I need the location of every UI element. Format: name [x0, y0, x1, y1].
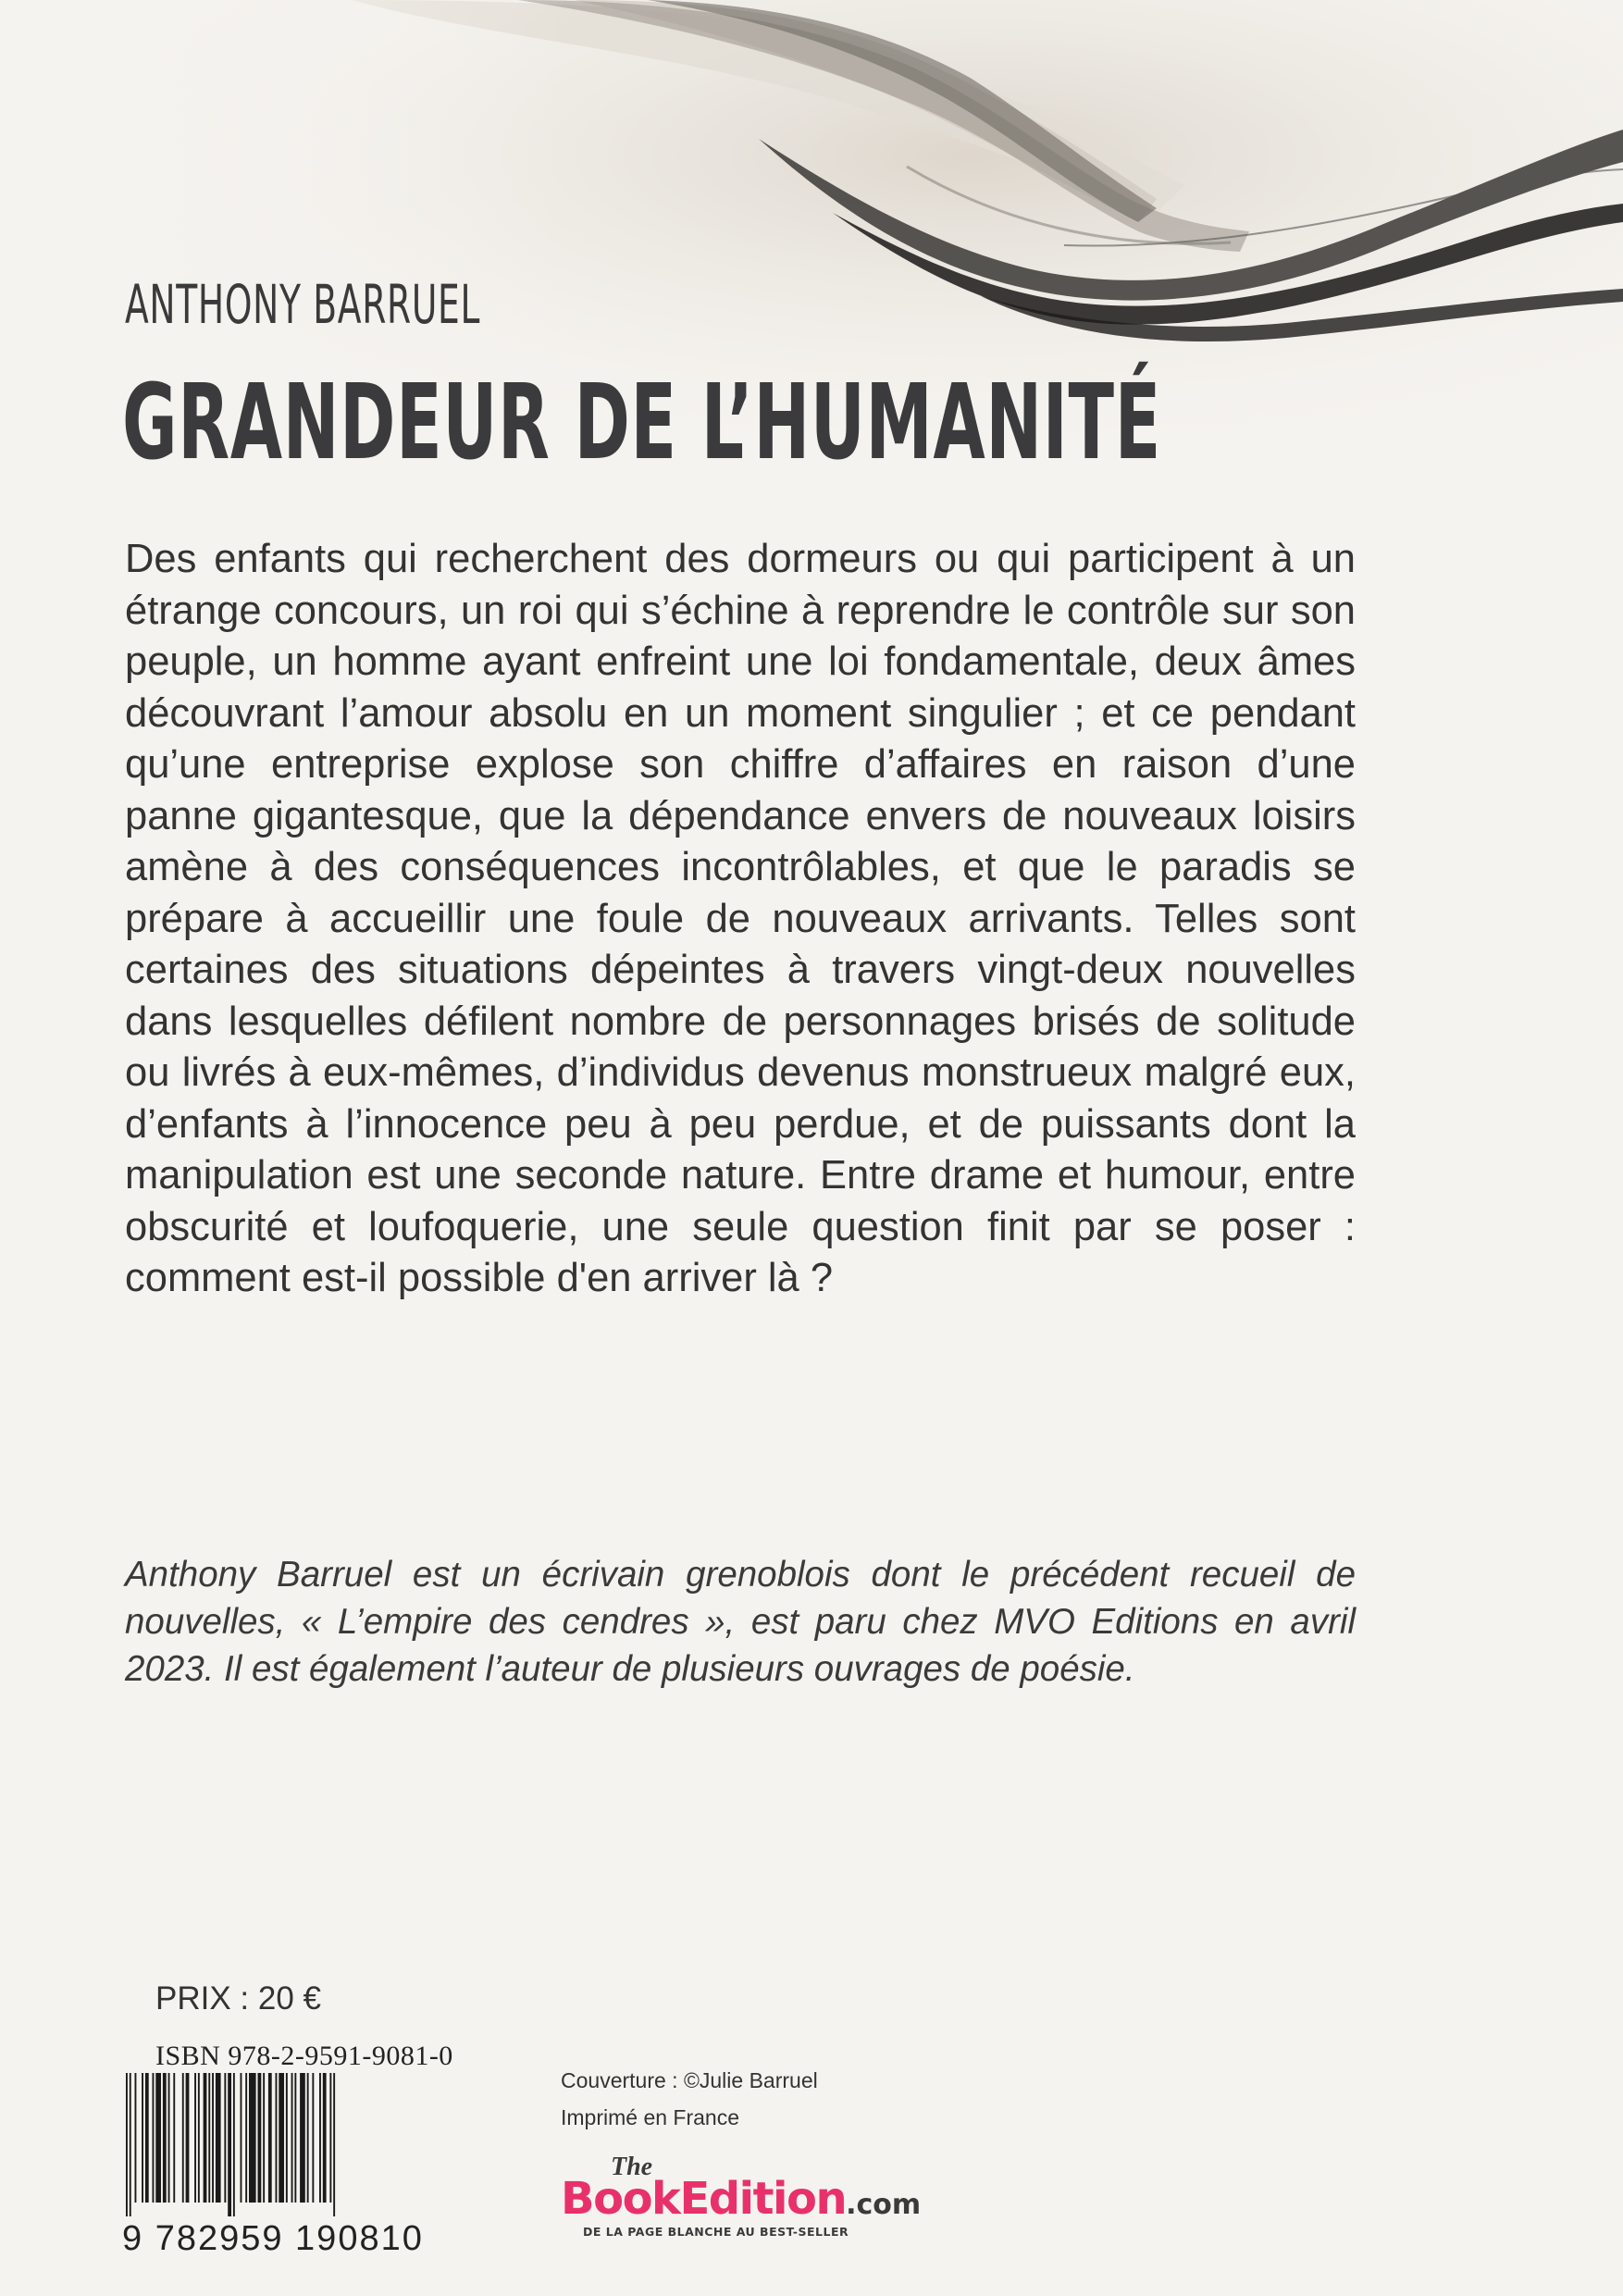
back-cover-summary: Des enfants qui recherchent des dormeurs ou qui participent à un étrange concours, un roi qui s’échine à reprendre le contrôle sur son peuple, un homme ayant enfreint une loi fondamentale, deux âmes découvrant l’amour absolu en un moment singulier ; et ce pendant qu’une entreprise explose son chiffre d’affaires en raison d’une panne gigantesque, que la dépendance envers de nouveaux loisirs amène à des conséquences incontrôlables, et que le paradis se prépare à accueillir une foule de nouveaux arrivants. Telles sont certaines des situations dépeintes à travers vingt-deux nouvelles dans lesquelles défilent nombre de personnages brisés de solitude ou livrés à eux-mêmes, d’individus devenus monstrueux malgré eux, d’enfants à l’innocence peu à peu perdue, et de puissants dont la manipulation est une seconde nature. Entre drame et humour, entre obscurité et loufoquerie, une seule question finit par se poser : comment est-il possible d'en arriver là ?: [125, 537, 1356, 1300]
price-label: PRIX : 20 €: [155, 1980, 321, 2017]
barcode-digits: 9 782959 190810: [122, 2219, 424, 2258]
isbn-label: ISBN 978-2-9591-9081-0: [155, 2041, 453, 2071]
publisher-logo-name: BookEdition: [561, 2173, 847, 2225]
publisher-logo-domain: .com: [846, 2189, 922, 2221]
author-name: ANTHONY BARRUEL: [125, 273, 481, 336]
printed-in: Imprimé en France: [561, 2105, 740, 2129]
publisher-logo-the: The: [611, 2153, 653, 2181]
book-title: GRANDEUR DE L’HUMANITÉ: [122, 363, 1161, 483]
publisher-tagline: DE LA PAGE BLANCHE AU BEST-SELLER: [583, 2225, 849, 2239]
barcode-icon: [120, 2073, 500, 2216]
cover-credit: Couverture : ©Julie Barruel: [561, 2068, 818, 2092]
author-bio: Anthony Barruel est un écrivain grenoblois dont le précédent recueil de nouvelles, « L’empire des cendres », est paru chez MVO Editions en avril 2023. Il est également l’auteur de plusieurs ouvrages de poésie.: [125, 1555, 1356, 1689]
